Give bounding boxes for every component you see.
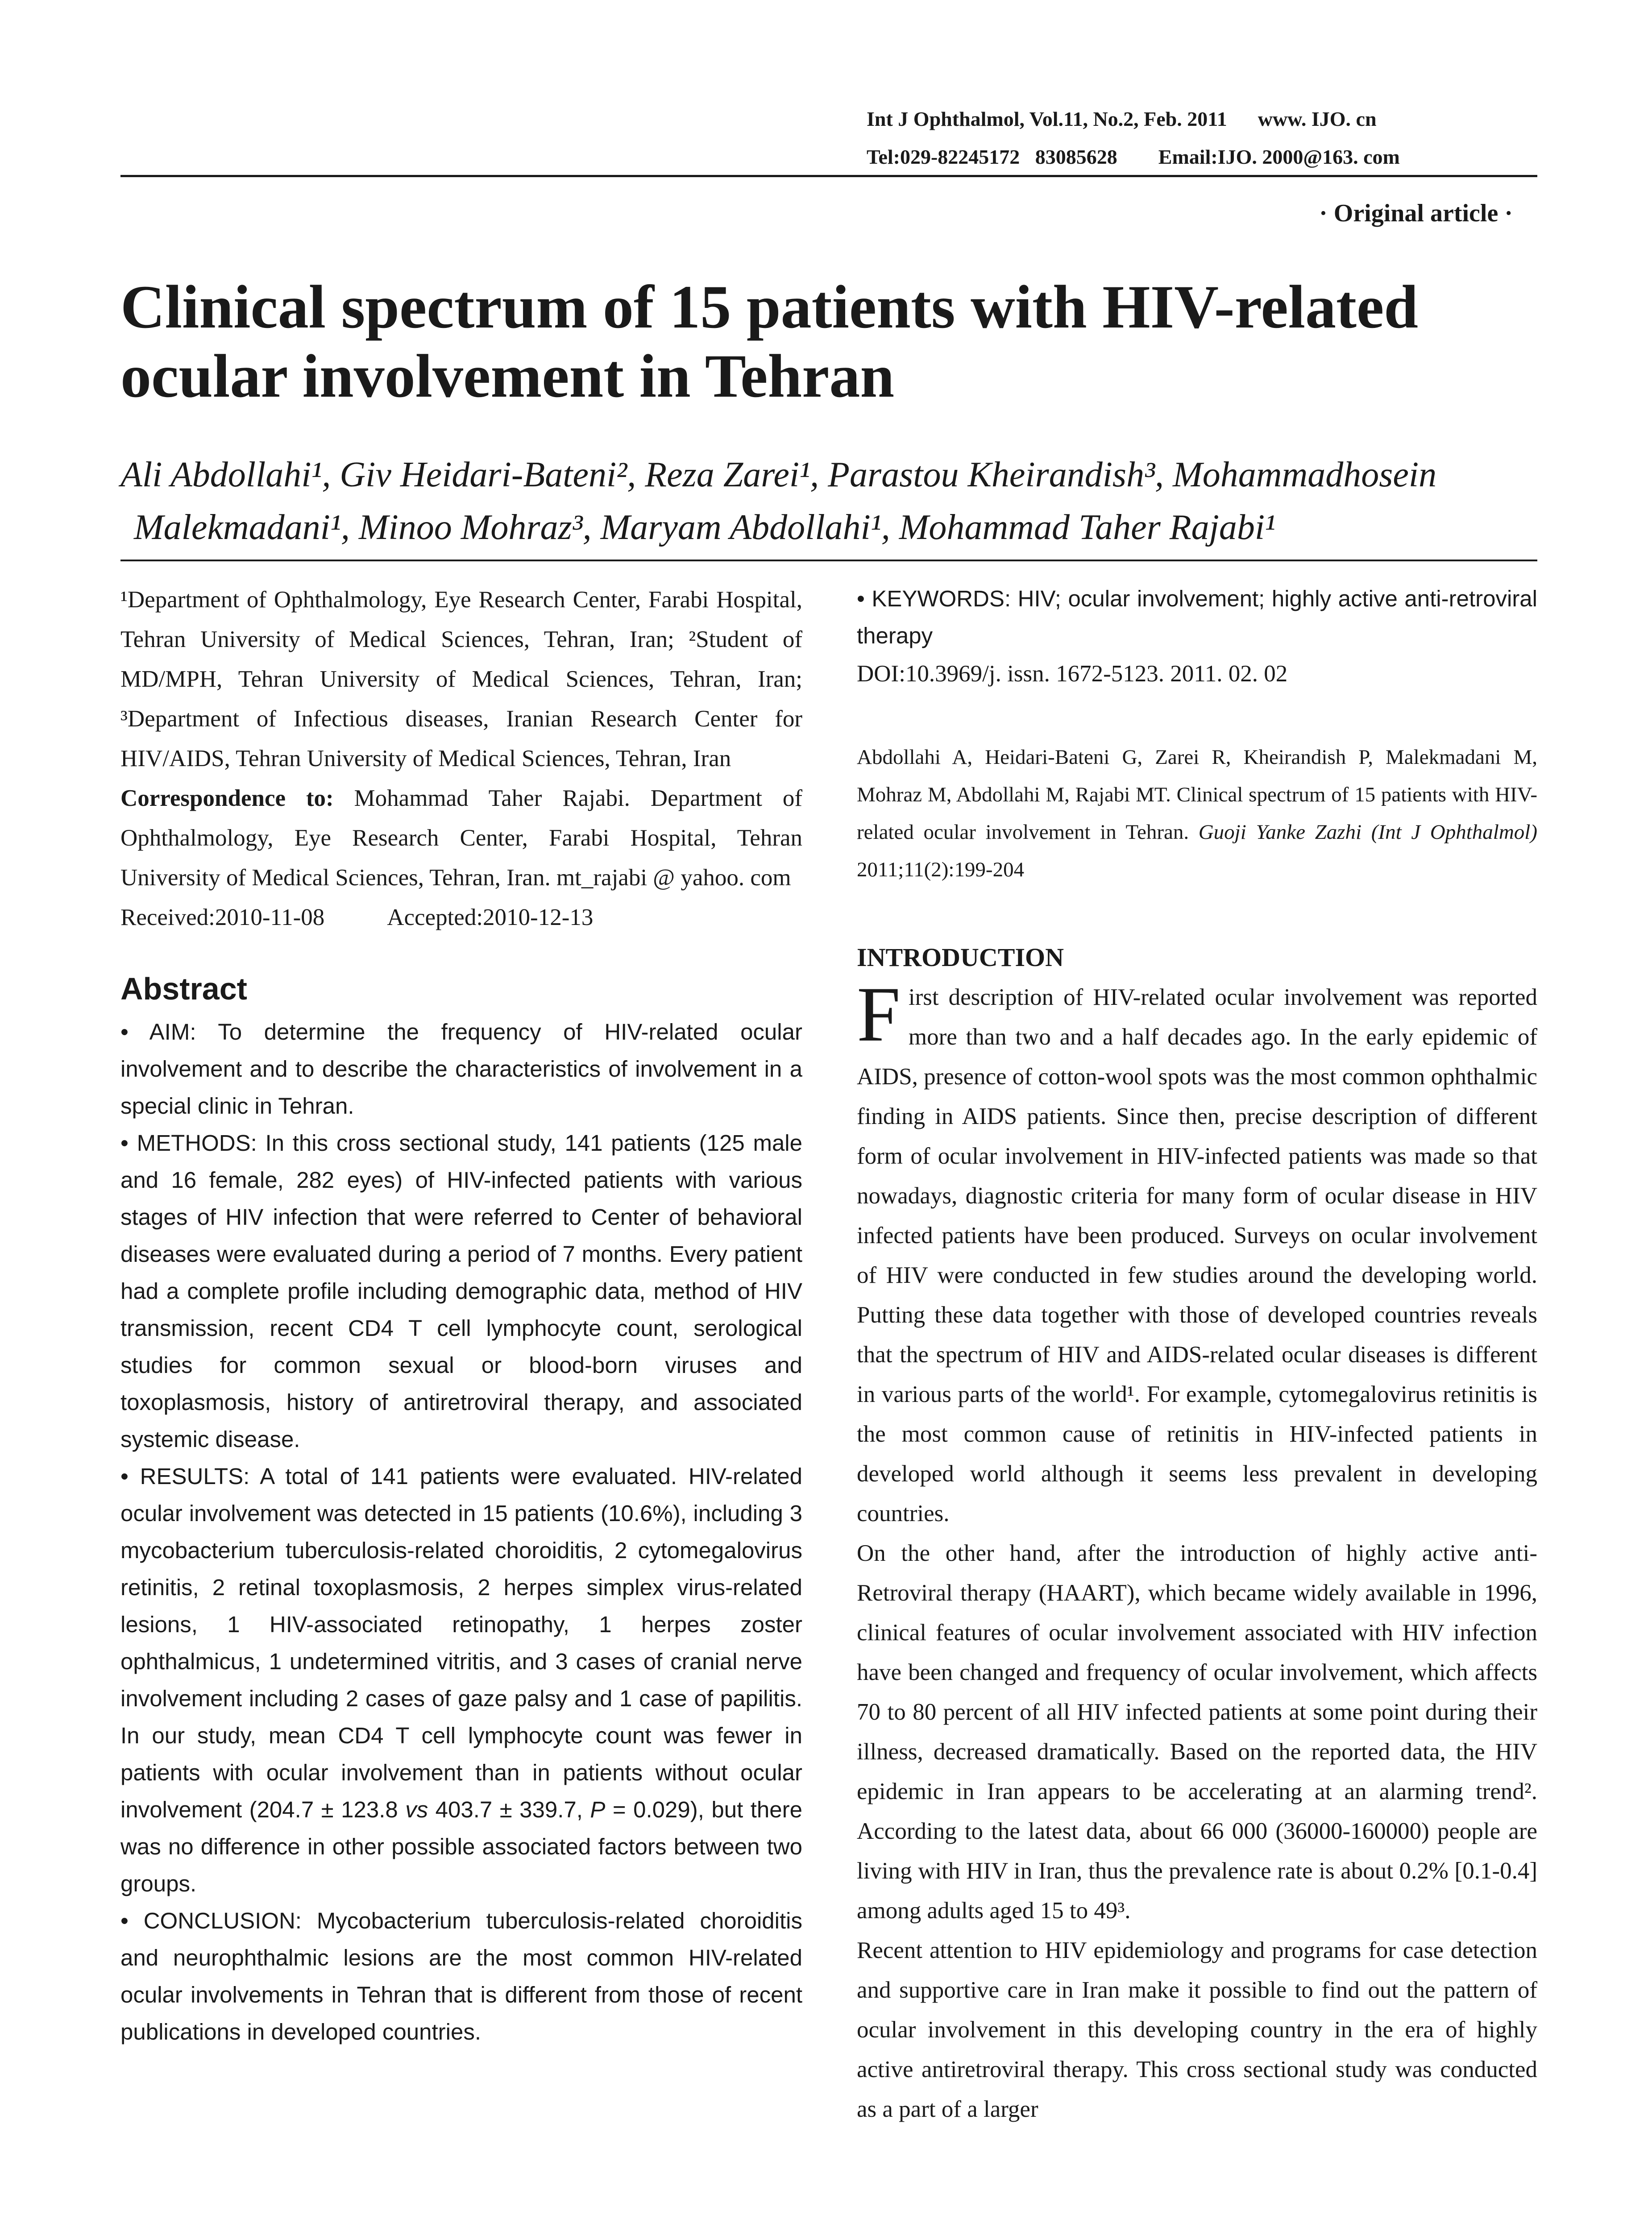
journal-header-line-1: Int J Ophthalmol, Vol.11, No.2, Feb. 2011 www. IJO. cn (867, 108, 1377, 130)
citation-journal: Guoji Yanke Zazhi (Int J Ophthalmol) (1198, 821, 1537, 844)
results-text-a: A total of 141 patients were evaluated. HIV-related ocular involvement was detected in 15 patients (10.6%), including 3 mycobacterium tuberculosis-related choroiditis, 2 cytomegalovirus retinitis, 2 retinal toxoplasmosis, 2 herpes simplex virus-related lesions, 1 HIV-associated retinopathy, 1 herpes zoster ophthalmicus, 1 undetermined vitritis, and 3 cases of cranial nerve involvement including 2 cases of gaze palsy and 1 case of papilitis. In our study, mean CD4 T cell lymphocyte count was fewer in patients with ocular involvement than in patients without ocular involvement (204.7 ± 123.8 (120, 1464, 802, 1822)
right-column (857, 580, 1537, 2129)
author-list (120, 448, 1540, 554)
methods-text: In this cross sectional study, 141 patients (125 male and 16 female, 282 eyes) of HIV-infected patients with various stages of HIV infection that were referred to Center of behavioral diseases were evaluated during a period of 7 months. Every patient had a complete profile including demographic data, method of HIV transmission, recent CD4 T cell lymphocyte count, serological studies for common sexual or blood-born viruses and toxoplasmosis, history of antiretroviral therapy, and associated systemic disease. (120, 1130, 802, 1452)
abstract-heading: Abstract (120, 971, 247, 1006)
article-title: Clinical spectrum of 15 patients with HIV-related ocular involvement in Tehran (120, 273, 1418, 410)
intro-paragraph-1-text: irst description of HIV-related ocular involvement was reported more than two and a half decades ago. In the early epidemic of AIDS, presence of cotton-wool spots was the most common ophthalmic finding in AIDS patients. Since then, precise description of different form of ocular involvement in HIV-infected patients was made so that nowadays, diagnostic criteria for many form of ocular disease in HIV infected patients have been produced. Surveys on ocular involvement of HIV were conducted in few studies around the developing world. Putting these data together with those of developed countries reveals that the spectrum of HIV and AIDS-related ocular diseases is different in various parts of the world¹. For example, cytomegalovirus retinitis is the most common cause of retinitis in HIV-infected patients in developed world although it seems less prevalent in developing countries. (857, 984, 1537, 1526)
results-text-c: = 0.029), but there was no difference in other possible associated factors between two groups. (120, 1797, 802, 1896)
methods-label: • METHODS: (120, 1130, 257, 1156)
author-line-2: Malekmadani¹, Minoo Mohraz³, Maryam Abdollahi¹, Mohammad Taher Rajabi¹ (134, 508, 1276, 547)
authors-rule (120, 560, 1537, 561)
aim-label: • AIM: (120, 1019, 196, 1045)
correspondence-label: Correspondence to: (120, 785, 334, 811)
keywords: • KEYWORDS: HIV; ocular involvement; highly active anti-retroviral therapy (857, 586, 1537, 648)
dates (120, 898, 802, 937)
introduction-heading: INTRODUCTION (857, 943, 1064, 972)
affiliations: ¹Department of Ophthalmology, Eye Research Center, Farabi Hospital, Tehran University of Medical Sciences, Tehran, Iran; ²Student of MD/MPH, Tehran University of Medical Sciences, Tehran, Iran; ³Department of Infectious diseases, Iranian Research Center for HIV/AIDS, Tehran University of Medical Sciences, Tehran, Iran (120, 587, 802, 771)
intro-paragraph-1 (857, 971, 1537, 1534)
correspondence (120, 779, 802, 898)
abstract-conclusion (120, 1902, 802, 2050)
results-p: P (590, 1797, 606, 1822)
intro-paragraph-2: On the other hand, after the introduction of highly active anti-Retroviral therapy (HAART), which became widely available in 1996, clinical features of ocular involvement associated with HIV infection have been changed and frequency of ocular involvement, which affects 70 to 80 percent of all HIV infected patients at some point during their illness, decreased dramatically. Based on the reported data, the HIV epidemic in Iran appears to be accelerating at an alarming trend². According to the latest data, about 66 000 (36000-160000) people are living with HIV in Iran, thus the prevalence rate is about 0.2% [0.1-0.4] among adults aged 15 to 49³. (857, 1540, 1537, 1924)
citation-volume: 2011;11(2):199-204 (857, 858, 1025, 881)
drop-cap: F (857, 971, 901, 1058)
results-vs: vs (405, 1797, 428, 1822)
doi: DOI:10.3969/j. issn. 1672-5123. 2011. 02. 02 (857, 661, 1288, 687)
aim-text: To determine the frequency of HIV-related ocular involvement and to describe the characteristics of involvement in a special clinic in Tehran. (120, 1019, 802, 1119)
conclusion-label: • CONCLUSION: (120, 1908, 302, 1933)
conclusion-text: Mycobacterium tuberculosis-related choroiditis and neurophthalmic lesions are the most common HIV-related ocular involvements in Tehran that is different from those of recent publications in developed countries. (120, 1908, 802, 2044)
intro-paragraph-3: Recent attention to HIV epidemiology and programs for case detection and supportive care in Iran make it possible to find out the pattern of ocular involvement in this developing country in the era of highly active antiretroviral therapy. This cross sectional study was conducted as a part of a larger (857, 1937, 1537, 2122)
author-line-1: Ali Abdollahi¹, Giv Heidari-Bateni², Reza Zarei¹, Parastou Kheirandish³, Mohammadhosein (120, 455, 1437, 494)
results-text-b: 403.7 ± 339.7, (428, 1797, 590, 1822)
results-label: • RESULTS: (120, 1464, 250, 1489)
header-rule (120, 175, 1537, 177)
article-type-label: · Original article · (1319, 199, 1513, 227)
left-column (120, 580, 802, 2050)
abstract-aim (120, 1013, 802, 1124)
accepted-date: Accepted:2010-12-13 (387, 904, 594, 930)
citation (857, 738, 1537, 888)
citation-authors-title: Abdollahi A, Heidari-Bateni G, Zarei R, Kheirandish P, Malekmadani M, Mohraz M, Abdollahi M, Rajabi MT. Clinical spectrum of 15 patients with HIV-related ocular involvement in Tehran. (857, 746, 1537, 844)
correspondence-text: Mohammad Taher Rajabi. Department of Ophthalmology, Eye Research Center, Farabi Hospital, Tehran University of Medical Sciences, Tehran, Iran. mt_rajabi @ yahoo. com (120, 785, 802, 891)
journal-header-line-2: Tel:029-82245172 83085628 Email:IJO. 2000@163. com (867, 145, 1400, 168)
abstract-methods (120, 1124, 802, 1458)
received-date: Received:2010-11-08 (120, 904, 325, 930)
abstract-results (120, 1458, 802, 1902)
